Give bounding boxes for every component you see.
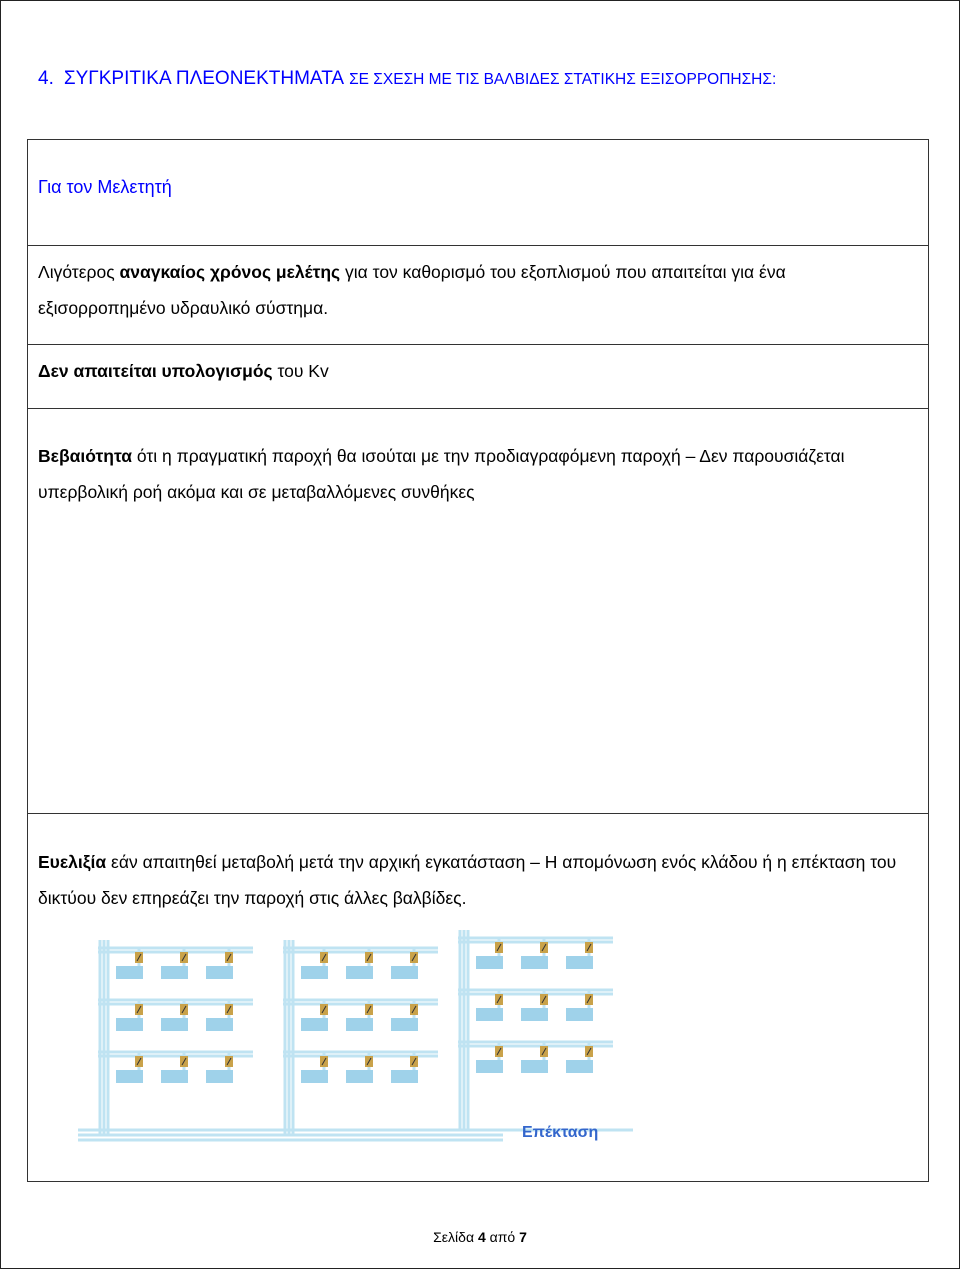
row-divider [28, 245, 928, 246]
advantage-time-post: για τον καθορισμό του εξοπλισμού που απαιτείται για ένα εξισορροπημένο υδραυλικό σύστημα. [38, 262, 786, 318]
terminal-unit [116, 1070, 143, 1083]
terminal-unit [301, 1018, 328, 1031]
advantage-flexibility [38, 844, 918, 916]
footer-prefix: Σελίδα [433, 1229, 478, 1245]
terminal-unit [566, 1008, 593, 1021]
terminal-unit [116, 966, 143, 979]
terminal-unit [161, 1018, 188, 1031]
terminal-unit [161, 966, 188, 979]
heading-number: 4. [38, 68, 54, 89]
terminal-unit [346, 1018, 373, 1031]
row-divider [28, 408, 928, 409]
advantages-table [27, 139, 929, 1182]
heading-main: ΣΥΓΚΡΙΤΙΚΑ ΠΛΕΟΝΕΚΤΗΜΑΤΑ [63, 68, 345, 89]
terminal-unit [566, 956, 593, 969]
pipe-network [78, 930, 633, 1140]
footer-middle: από [485, 1229, 520, 1245]
advantage-time-pre: Λιγότερος [38, 262, 120, 282]
footer-page-total: 7 [519, 1229, 527, 1245]
terminal-unit [476, 1060, 503, 1073]
network-extension-diagram [73, 930, 673, 1145]
advantage-certainty-post: ότι η πραγματική παροχή θα ισούται με την προδιαγραφόμενη παροχή – Δεν παρουσιάζεται υπερβολική ροή ακόμα και σε μεταβαλλόμενες συνθήκες [38, 446, 845, 502]
heading-rest: ΣΕ ΣΧΕΣΗ ΜΕ ΤΙΣ ΒΑΛΒΙΔΕΣ ΣΤΑΤΙΚΗΣ ΕΞΙΣΟΡΡΟΠΗΣΗΣ: [349, 71, 777, 88]
terminal-unit [391, 1070, 418, 1083]
terminal-unit [301, 966, 328, 979]
row-divider [28, 813, 928, 814]
advantage-flexibility-bold: Ευελιξία [38, 852, 107, 872]
terminal-unit [476, 1008, 503, 1021]
advantage-time [38, 254, 918, 326]
terminal-unit [206, 1070, 233, 1083]
section-heading [38, 68, 776, 90]
terminal-unit [476, 956, 503, 969]
terminal-units [116, 942, 593, 1083]
row-divider [28, 344, 928, 345]
terminal-unit [521, 1008, 548, 1021]
advantage-certainty-bold: Βεβαιότητα [38, 446, 133, 466]
advantage-kv [38, 353, 918, 389]
terminal-unit [116, 1018, 143, 1031]
terminal-unit [391, 966, 418, 979]
advantage-flexibility-post: εάν απαιτηθεί μεταβολή μετά την αρχική εγκατάσταση – Η απομόνωση ενός κλάδου ή η επέκταση του δικτύου δεν επηρεάζει την παροχή στις άλλες βαλβίδες. [38, 852, 897, 908]
terminal-unit [346, 1070, 373, 1083]
footer-page-number: 4 [477, 1229, 486, 1245]
extension-label: Επέκταση [522, 1124, 599, 1141]
terminal-unit [566, 1060, 593, 1073]
advantage-time-bold: αναγκαίος χρόνος μελέτης [119, 262, 341, 282]
terminal-unit [161, 1070, 188, 1083]
table-subtitle: Για τον Μελετητή [38, 177, 172, 197]
advantage-kv-post: του Kv [272, 361, 329, 381]
page-footer [0, 1229, 960, 1245]
terminal-unit [521, 956, 548, 969]
terminal-unit [391, 1018, 418, 1031]
terminal-unit [206, 966, 233, 979]
terminal-unit [206, 1018, 233, 1031]
terminal-unit [301, 1070, 328, 1083]
advantage-certainty [38, 438, 918, 510]
terminal-unit [521, 1060, 548, 1073]
terminal-unit [346, 966, 373, 979]
advantage-kv-bold: Δεν απαιτείται υπολογισμός [38, 361, 273, 381]
